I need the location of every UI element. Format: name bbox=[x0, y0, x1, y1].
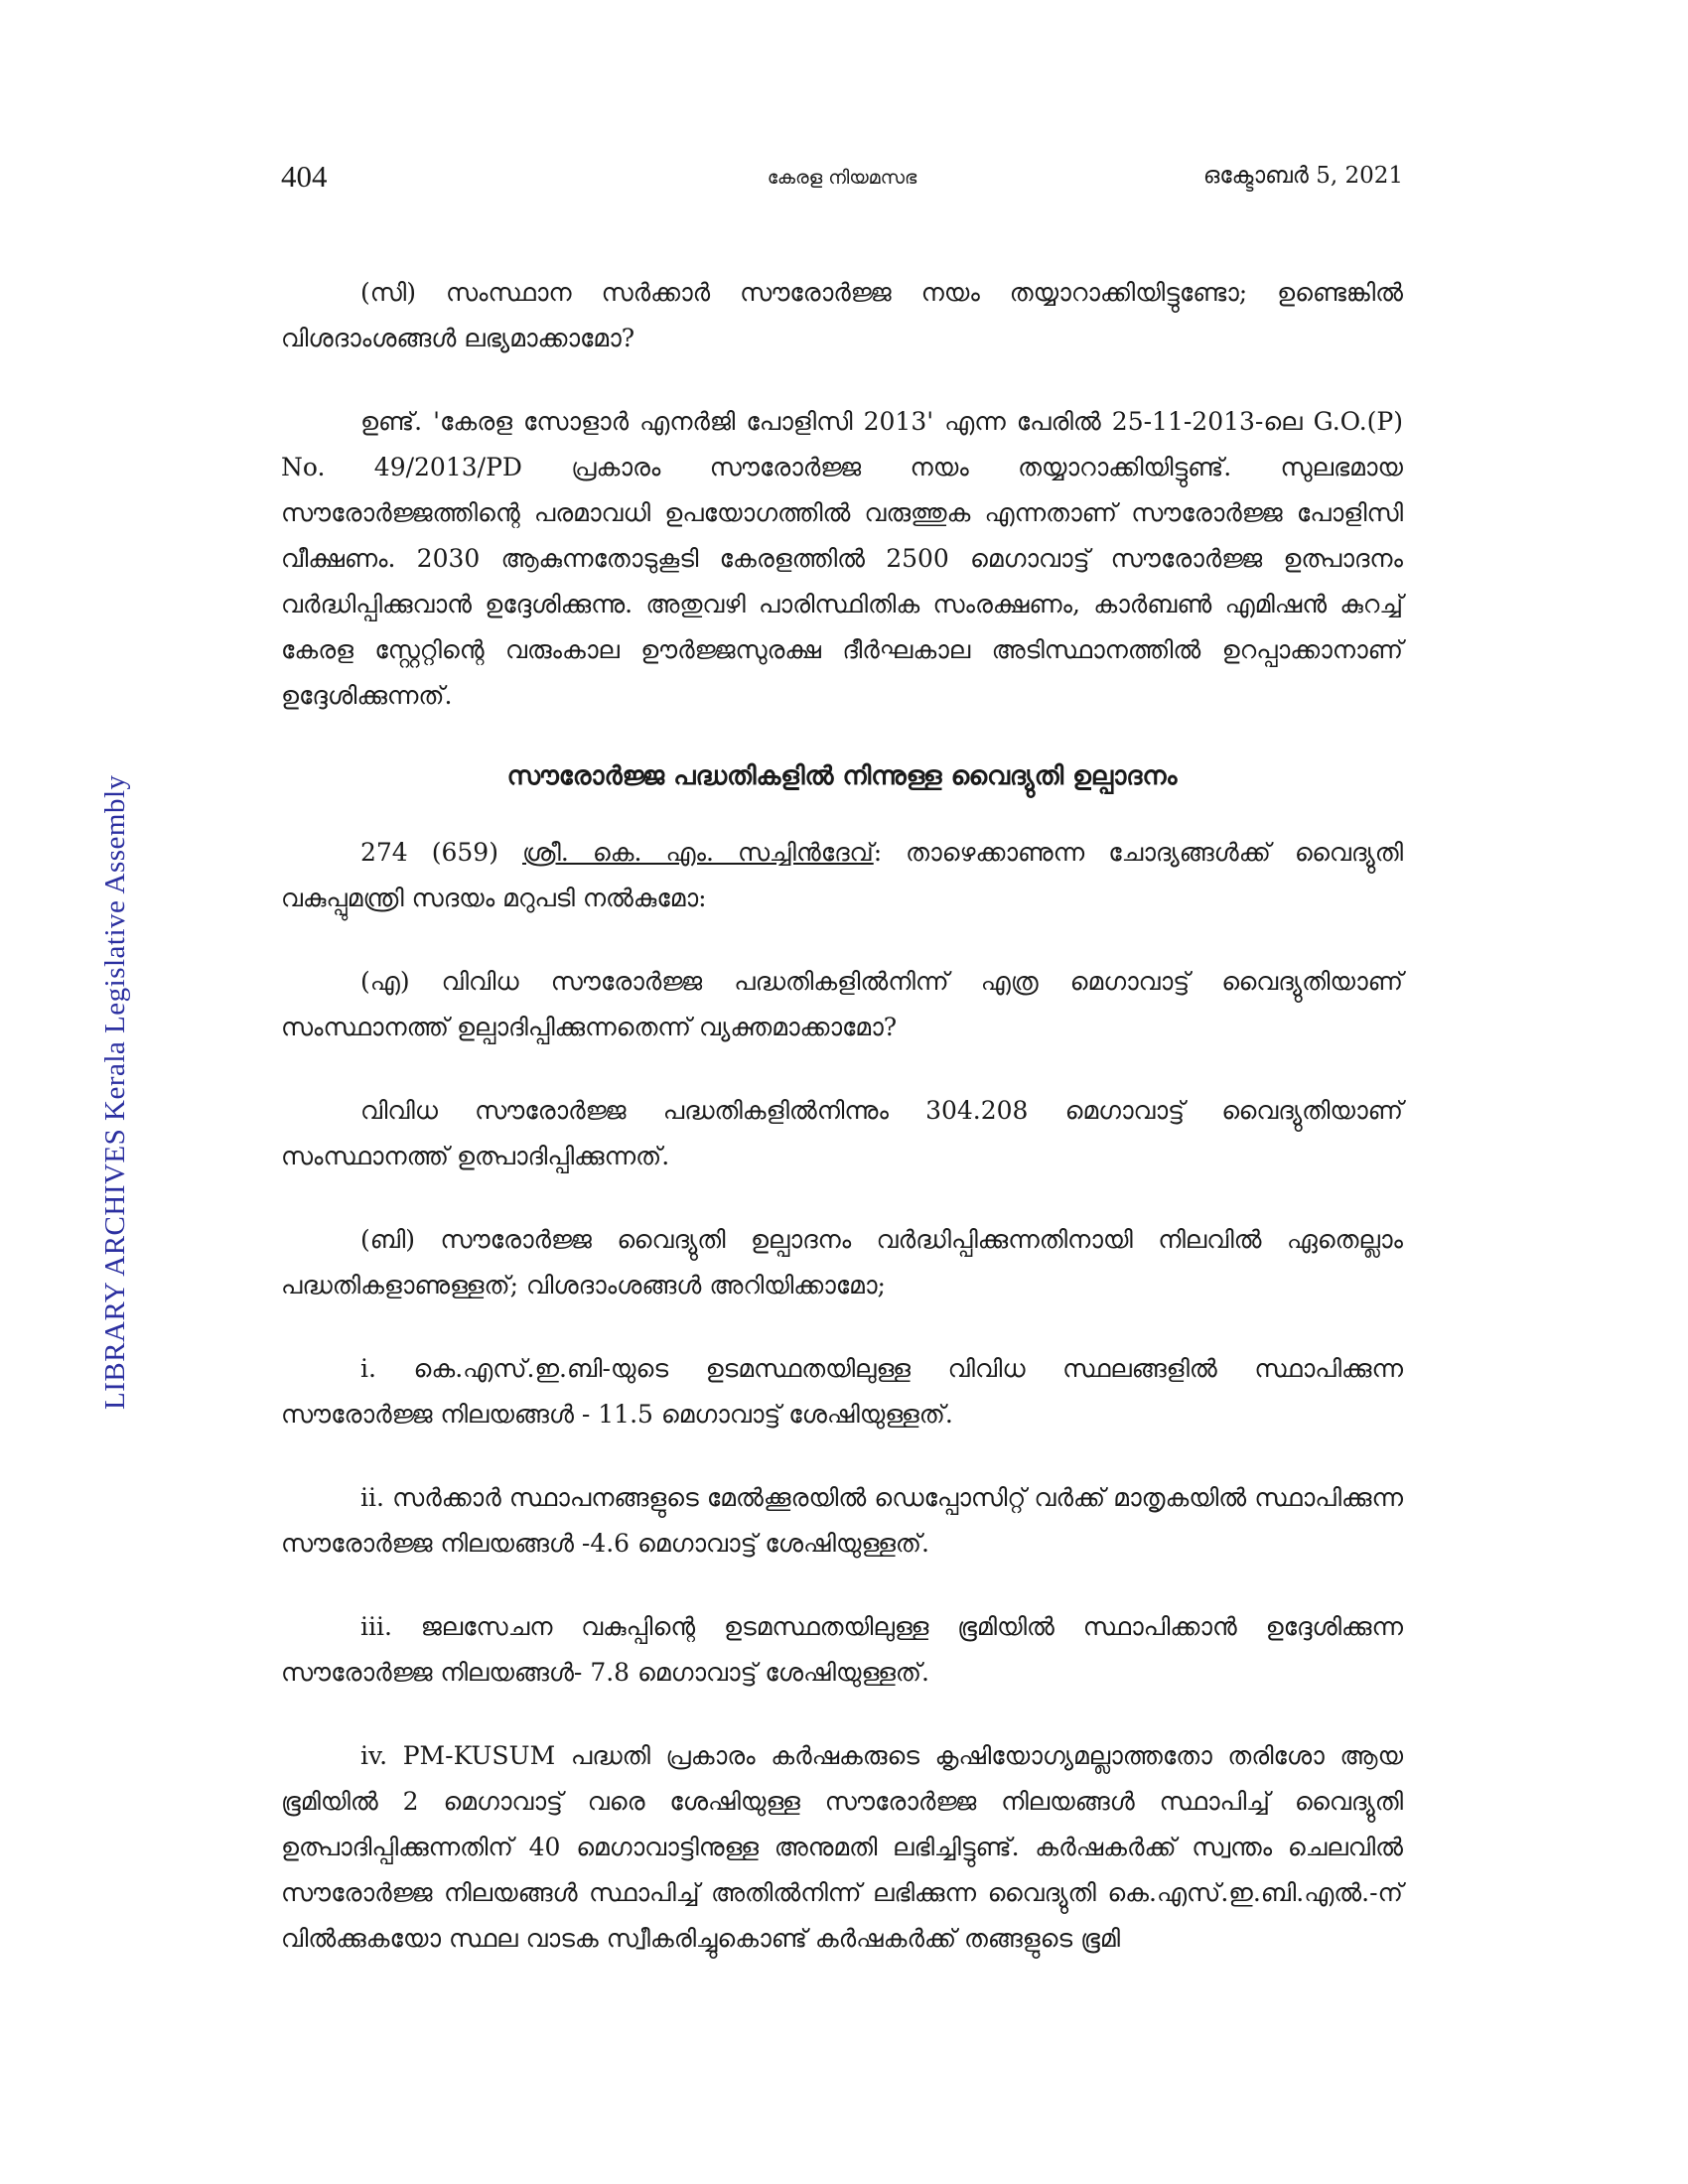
answer-item-iii: iii. ജലസേചന വകുപ്പിന്റെ ഉടമസ്ഥതയിലുള്ള ഭൂമിയിൽ സ്ഥാപിക്കാൻ ഉദ്ദേശിക്കുന്ന സൗരോർജ്ജ നിലയങ്ങൾ- 7.8 മെഗാവാട്ട് ശേഷിയുള്ളത്. bbox=[281, 1612, 1403, 1687]
running-head: കേരള നിയമസഭ bbox=[767, 167, 917, 189]
watermark-text: LIBRARY ARCHIVES Kerala Legislative Assembly bbox=[99, 774, 131, 1410]
question-intro: : താഴെക്കാണുന്ന ചോദ്യങ്ങൾക്ക് വൈദ്യുതി വകുപ്പുമന്ത്രി സദയം മറുപടി നൽകുമോ: bbox=[281, 838, 1403, 912]
question-intro-paragraph bbox=[281, 830, 1403, 921]
question-number: 274 (659) bbox=[360, 838, 498, 867]
page-number: 404 bbox=[281, 159, 328, 194]
answer-item-iv: iv. PM-KUSUM പദ്ധതി പ്രകാരം കർഷകരുടെ കൃഷിയോഗ്യമല്ലാത്തതോ തരിശോ ആയ ഭൂമിയിൽ 2 മെഗാവാട്ട് വരെ ശേഷിയുള്ള സൗരോർജ്ജ നിലയങ്ങൾ സ്ഥാപിച്ച് വൈദ്യുതി ഉത്പാദിപ്പിക്കുന്നതിന് 40 മെഗാവാട്ടിനുള്ള അനുമതി ലഭിച്ചിട്ടുണ്ട്. കർഷകർക്ക് സ്വന്തം ചെലവിൽ സൗരോർജ്ജ നിലയങ്ങൾ സ്ഥാപിച്ച് അതിൽനിന്ന് ലഭിക്കുന്ന വൈദ്യുതി കെ.എസ്.ഇ.ബി.എൽ.-ന് വിൽക്കുകയോ സ്ഥല വാടക സ്വീകരിച്ചുകൊണ്ട് കർഷകർക്ക് തങ്ങളുടെ ഭൂമി bbox=[281, 1741, 1403, 1953]
question-b: (ബി) സൗരോർജ്ജ വൈദ്യുതി ഉല്പാദനം വർദ്ധിപ്പിക്കുന്നതിനായി നിലവിൽ ഏതെല്ലാം പദ്ധതികളാണുള്ളത്; വിശദാംശങ്ങൾ അറിയിക്കാമോ; bbox=[281, 1225, 1403, 1299]
answer-c: ഉണ്ട്. 'കേരള സോളാർ എനർജി പോളിസി 2013' എന്ന പേരിൽ 25-11-2013-ലെ G.O.(P) No. 49/2013/PD പ്രകാരം സൗരോർജ്ജ നയം തയ്യാറാക്കിയിട്ടുണ്ട്. സുലഭമായ സൗരോർജ്ജത്തിന്റെ പരമാവധി ഉപയോഗത്തിൽ വരുത്തുക എന്നതാണ് സൗരോർജ്ജ പോളിസി വീക്ഷണം. 2030 ആകുന്നതോടുകൂടി കേരളത്തിൽ 2500 മെഗാവാട്ട് സൗരോർജ്ജ ഉത്പാദനം വർദ്ധിപ്പിക്കുവാൻ ഉദ്ദേശിക്കുന്നു. അതുവഴി പാരിസ്ഥിതിക സംരക്ഷണം, കാർബൺ എമിഷൻ കുറച്ച് കേരള സ്റ്റേറ്റിന്റെ വരുംകാല ഊർജ്ജസുരക്ഷ ദീർഘകാല അടിസ്ഥാനത്തിൽ ഉറപ്പാക്കാനാണ് ഉദ്ദേശിക്കുന്നത്. bbox=[281, 407, 1403, 710]
question-a: (എ) വിവിധ സൗരോർജ്ജ പദ്ധതികളിൽനിന്ന് എത്ര മെഗാവാട്ട് വൈദ്യുതിയാണ് സംസ്ഥാനത്ത് ഉല്പാദിപ്പിക്കുന്നതെന്ന് വ്യക്തമാക്കാമോ? bbox=[281, 967, 1403, 1041]
answer-item-ii: ii. സർക്കാർ സ്ഥാപനങ്ങളുടെ മേൽക്കൂരയിൽ ഡെപ്പോസിറ്റ് വർക്ക് മാതൃകയിൽ സ്ഥാപിക്കുന്ന സൗരോർജ്ജ നിലയങ്ങൾ -4.6 മെഗാവാട്ട് ശേഷിയുള്ളത്. bbox=[281, 1483, 1403, 1558]
member-name: ശ്രീ. കെ. എം. സച്ചിൻദേവ് bbox=[522, 838, 874, 867]
question-c: (സി) സംസ്ഥാന സർക്കാർ സൗരോർജ്ജ നയം തയ്യാറാക്കിയിട്ടുണ്ടോ; ഉണ്ടെങ്കിൽ വിശദാംശങ്ങൾ ലഭ്യമാക്കാമോ? bbox=[281, 278, 1403, 352]
page-header bbox=[281, 159, 1403, 199]
answer-item-i: i. കെ.എസ്.ഇ.ബി-യുടെ ഉടമസ്ഥതയിലുള്ള വിവിധ സ്ഥലങ്ങളിൽ സ്ഥാപിക്കുന്ന സൗരോർജ്ജ നിലയങ്ങൾ - 11.5 മെഗാവാട്ട് ശേഷിയുള്ളത്. bbox=[281, 1354, 1403, 1429]
section-title: സൗരോർജ്ജ പദ്ധതികളിൽ നിന്നുള്ള വൈദ്യുതി ഉല്പാദനം bbox=[506, 761, 1178, 791]
answer-a: വിവിധ സൗരോർജ്ജ പദ്ധതികളിൽനിന്നും 304.208 മെഗാവാട്ട് വൈദ്യുതിയാണ് സംസ്ഥാനത്ത് ഉത്പാദിപ്പിക്കുന്നത്. bbox=[281, 1096, 1403, 1170]
page-body bbox=[281, 270, 1403, 1999]
header-date: ഒക്ടോബർ 5, 2021 bbox=[1202, 163, 1403, 189]
